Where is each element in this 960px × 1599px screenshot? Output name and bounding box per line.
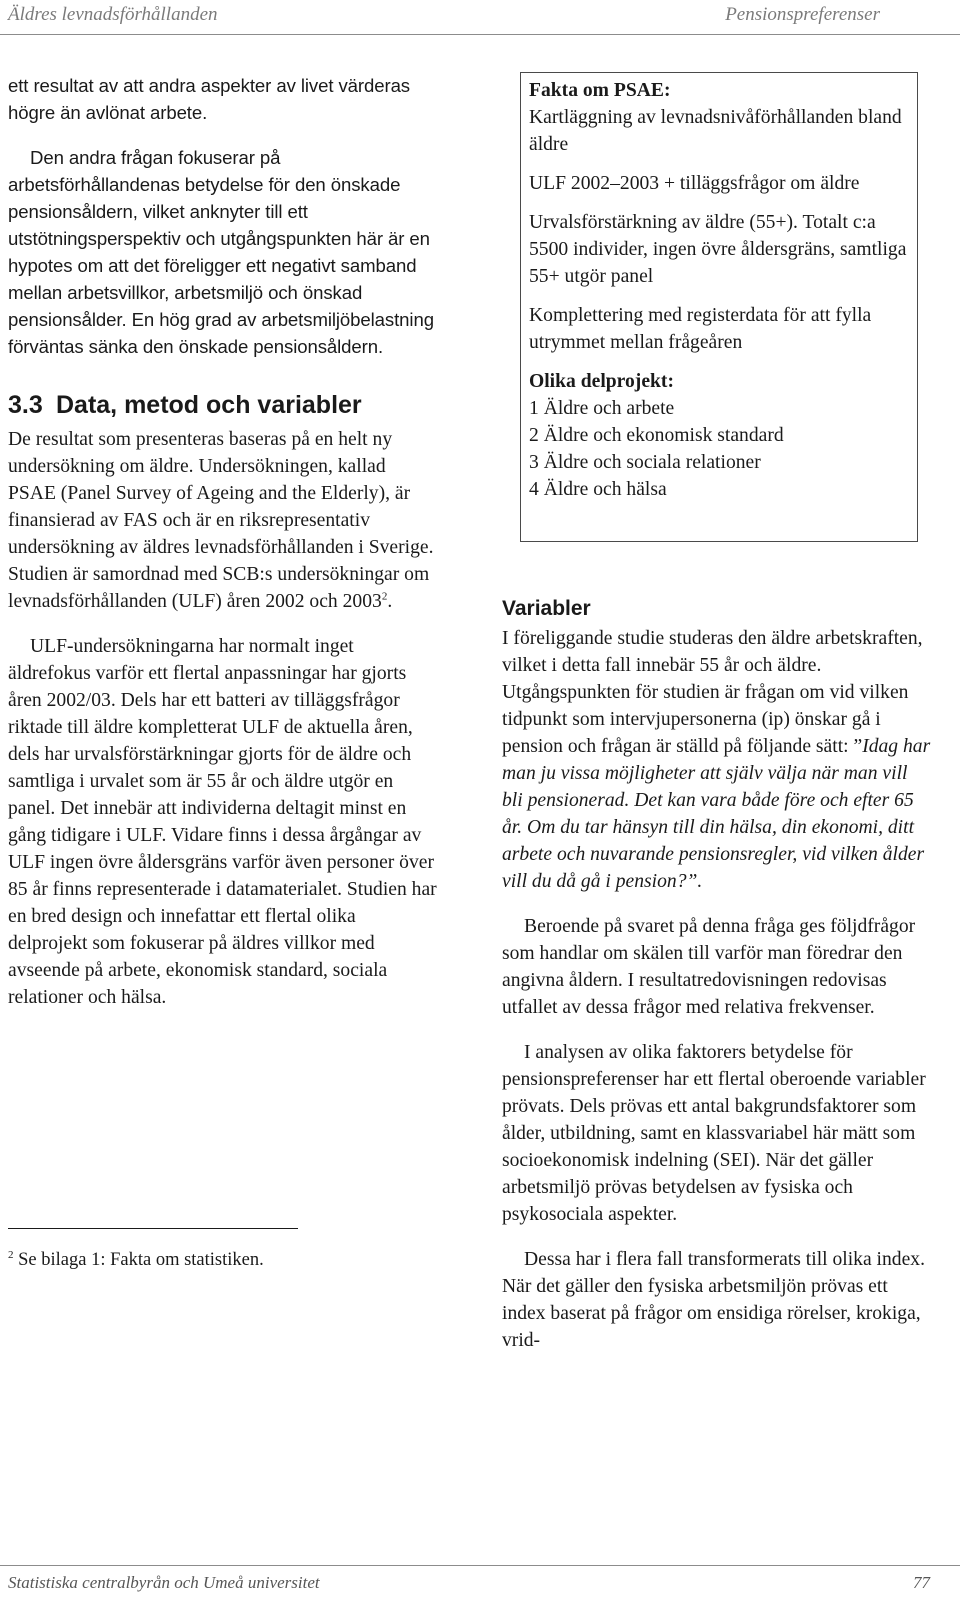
factbox-line-3: Urvalsförstärkning av äldre (55+). Totalt c:a 5500 individer, ingen övre åldersgräns, samtliga 55+ utgör panel — [529, 212, 907, 287]
running-header-left: Äldres levnadsförhållanden — [8, 4, 218, 25]
footnote-reference: 2 — [381, 590, 388, 603]
paragraph-survey-end: . — [387, 591, 393, 612]
factbox-subproject-item: 3 Äldre och sociala relationer — [529, 452, 761, 473]
section-number: 3.3 — [8, 391, 43, 419]
paragraph-ulf: ULF-undersökningarna har normalt inget äldrefokus varför ett flertal anpassningar har gjorts åren 2002/03. Dels har ett batteri av tilläggsfrågor riktade till äldre kompletterat ULF de aktuella åren, dels har urvalsförstärkningar gjorts för de äldre och samtliga i urvalet som är 55 år och äldre utgör en panel. Det innebär att individerna deltagit minst en gång tidigare i ULF. Vidare finns i dessa årgångar av ULF ingen övre åldersgräns varför även personer över 85 år finns representerade i datamaterialet. Studien har en bred design och innefattar ett flertal olika delprojekt som fokuserar på äldres villkor med avseende på arbete, ekonomisk standard, sociala relationer och hälsa. — [8, 636, 437, 1008]
footnote — [8, 1250, 264, 1271]
survey-question-quote: Idag har man ju vissa möjligheter att själv välja när man vill bli pensionerad. Det kan vara både före och efter 65 år. Om du tar hänsyn till din hälsa, din ekonomi, ditt arbete och nuvarande pensionsregler, vid vilken ålder vill du då gå i pension?”. — [502, 736, 931, 892]
right-column — [502, 595, 932, 1354]
factbox-line-1: Kartläggning av levnadsnivåförhållanden bland äldre — [529, 107, 902, 155]
factbox-title: Fakta om PSAE: — [529, 80, 671, 101]
factbox-line-4: Komplettering med registerdata för att fylla utrymmet mellan frågeåren — [529, 305, 872, 353]
section-title: Data, metod och variabler — [56, 391, 362, 419]
paragraph-analysis: I analysen av olika faktorers betydelse för pensionspreferenser har ett flertal oberoende variabler prövats. Dels prövas ett antal bakgrundsfaktorer som ålder, utbildning, samt en klassvariabel här mätt som socioekonomisk indelning (SEI). När det gäller arbetsmiljö prövas betydelsen av fysiska och psykosociala aspekter. — [502, 1042, 926, 1225]
paragraph-index: Dessa har i flera fall transformerats till olika index. När det gäller den fysiska arbetsmiljön prövas ett index baserat på frågor om ensidiga rörelser, krokiga, vrid- — [502, 1249, 925, 1351]
section-heading — [8, 390, 438, 420]
factbox-subprojects-title: Olika delprojekt: — [529, 371, 674, 392]
variables-heading: Variabler — [502, 597, 591, 620]
footnote-mark: 2 — [8, 1248, 14, 1261]
factbox-line-2: ULF 2002–2003 + tilläggsfrågor om äldre — [529, 173, 860, 194]
paragraph-survey-text: De resultat som presenteras baseras på en helt ny undersökning om äldre. Undersökningen, kallad PSAE (Panel Survey of Ageing and the Elderly), är finansierad av FAS och är en riksrepresentativ undersökning av äldres levnadsförhållanden i Sverige. Studien är samordnad med SCB:s undersökningar om levnadsförhållanden (ULF) åren 2002 och 2003 — [8, 429, 434, 612]
paragraph-second-question: Den andra frågan fokuserar på arbetsförhållandenas betydelse för den önskade pensionsåldern, vilket anknyter till ett utstötningsperspektiv och utgångspunkten här är en hypotes om att det föreligger ett negativt samband mellan arbetsvillkor, arbetsmiljö och önskad pensionsålder. En hög grad av arbetsmiljöbelastning förväntas sänka den önskade pensionsåldern. — [8, 147, 434, 357]
footnote-rule — [8, 1228, 298, 1229]
left-column — [8, 72, 438, 1011]
factbox-subproject-item: 2 Äldre och ekonomisk standard — [529, 425, 784, 446]
paragraph-variables-text: I föreliggande studie studeras den äldre arbetskraften, vilket i detta fall innebär 55 år och äldre. Utgångspunkten för studien är frågan om vid vilken tidpunkt som intervjupersonerna (ip) önskar gå i pension och frågan är ställd på följande sätt: ” — [502, 628, 923, 757]
paragraph-variables — [502, 625, 932, 895]
fact-box — [520, 72, 918, 542]
paragraph-followup: Beroende på svaret på denna fråga ges följdfrågor som handlar om skälen till varför man föredrar den angivna åldern. I resultatredovisningen redovisas utfallet av dessa frågor med relativa frekvenser. — [502, 916, 916, 1018]
footer-publisher: Statistiska centralbyrån och Umeå universitet — [8, 1573, 320, 1592]
factbox-subproject-item: 1 Äldre och arbete — [529, 398, 675, 419]
paragraph-intro-end: ett resultat av att andra aspekter av livet värderas högre än avlönat arbete. — [8, 75, 411, 123]
header-rule — [0, 34, 960, 35]
footnote-text: Se bilaga 1: Fakta om statistiken. — [18, 1250, 264, 1270]
footer-rule — [0, 1565, 960, 1566]
factbox-subproject-item: 4 Äldre och hälsa — [529, 479, 667, 500]
page-number: 77 — [913, 1573, 930, 1592]
paragraph-survey-description — [8, 426, 438, 615]
running-header-right: Pensionspreferenser — [725, 4, 880, 25]
